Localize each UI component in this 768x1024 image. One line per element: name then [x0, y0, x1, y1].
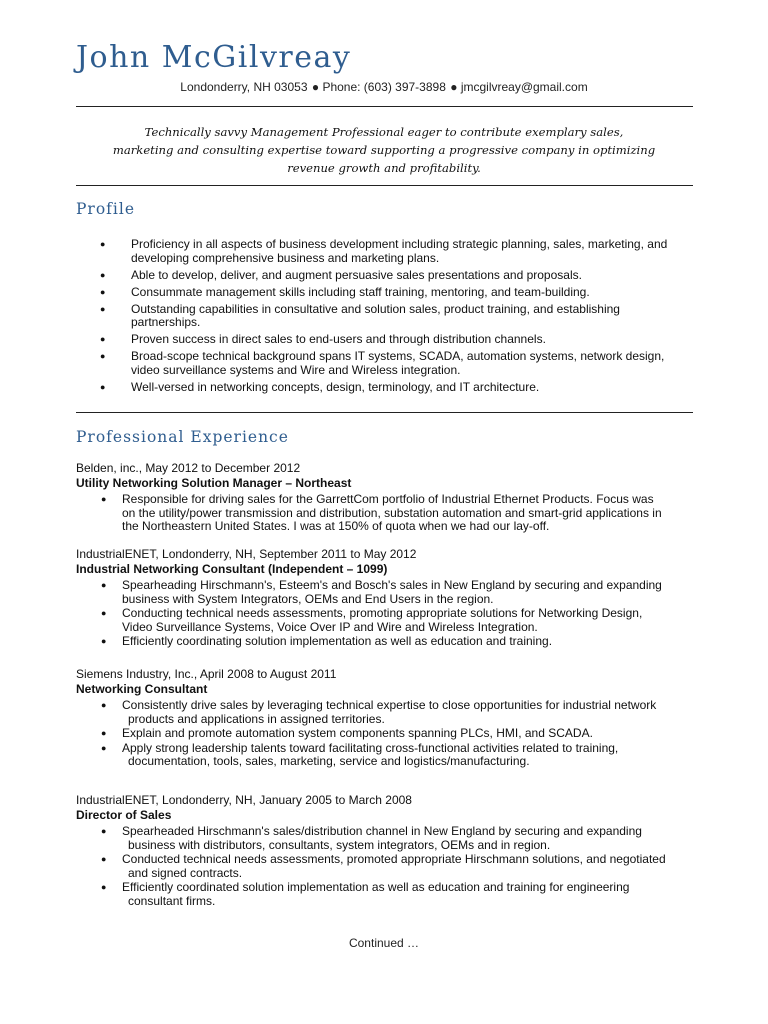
profile-heading: Profile: [76, 200, 135, 218]
list-item: [100, 286, 700, 300]
list-item: [76, 579, 696, 606]
summary-line: marketing and consulting expertise toward supporting a progressive company in optimizing: [112, 143, 656, 157]
bullet-icon: ●: [100, 286, 106, 297]
job-company-dates: Siemens Industry, Inc., April 2008 to August 2011: [76, 667, 337, 681]
bullet-icon: ●: [101, 742, 107, 753]
bullet-icon: ●: [100, 239, 106, 249]
contact-location: Londonderry, NH 03053: [180, 80, 308, 94]
job-title: Industrial Networking Consultant (Independent – 1099): [76, 562, 388, 576]
list-item-text: on the utility/power transmission and distribution, substation automation and smart-grid applications in: [122, 505, 662, 520]
contact-phone: Phone: (603) 397-3898: [322, 80, 446, 94]
bullet-icon: ●: [101, 700, 107, 710]
bullet-icon: ●: [101, 826, 107, 836]
list-item-text: Consummate management skills including staff training, mentoring, and team-building.: [131, 284, 590, 299]
list-item-text: Proven success in direct sales to end-users and through distribution channels.: [131, 332, 546, 346]
bullet-icon: ●: [100, 303, 106, 314]
job-company-dates: IndustrialENET, Londonderry, NH, January 2005 to March 2008: [76, 793, 412, 807]
divider: [76, 106, 693, 107]
bullet-icon: ●: [100, 381, 106, 392]
job-entry: [76, 547, 696, 650]
list-item: [76, 825, 696, 852]
job-entry: [76, 667, 696, 770]
divider: [76, 412, 693, 413]
list-item: [76, 881, 696, 908]
list-item-text: the Northeastern United States. I was at 150% of quota when we had our lay-off.: [122, 519, 550, 533]
list-item-text: documentation, tools, sales, marketing, service and logistics/manufacturing.: [128, 754, 530, 768]
divider: [76, 185, 693, 186]
summary-statement: [100, 123, 668, 177]
list-item-text: Able to develop, deliver, and augment persuasive sales presentations and proposals.: [131, 267, 582, 282]
list-item-text: consultant firms.: [128, 893, 216, 908]
list-item-text: Well-versed in networking concepts, design, terminology, and IT architecture.: [131, 379, 540, 394]
bullet-icon: ●: [101, 494, 107, 504]
list-item-text: video surveillance systems and Wire and Wireless integration.: [131, 362, 461, 377]
list-item-text: business with distributors, consultants, system integrators, OEMs and in region.: [128, 837, 551, 852]
list-item-text: Efficiently coordinating solution implementation as well as education and training.: [122, 634, 553, 648]
list-item: [100, 333, 700, 347]
list-item: [100, 381, 700, 395]
list-item-text: Efficiently coordinated solution implementation as well as education and training for engineering: [122, 880, 630, 894]
bullet-icon: ●: [101, 728, 107, 738]
list-item-text: Consistently drive sales by leveraging technical expertise to close opportunities for industrial network: [122, 698, 657, 712]
bullet-icon: ●: [101, 882, 107, 892]
summary-line: revenue growth and profitability.: [287, 161, 481, 175]
list-item-text: Conducting technical needs assessments, promoting appropriate solutions for Networking Design,: [122, 606, 643, 620]
list-item-text: business with System Integrators, OEMs and End Users in the region.: [122, 591, 494, 606]
job-company-dates: IndustrialENET, Londonderry, NH, September 2011 to May 2012: [76, 547, 417, 561]
list-item: [100, 269, 700, 283]
list-item-text: Explain and promote automation system components spanning PLCs, HMI, and SCADA.: [122, 726, 593, 740]
list-item: [76, 493, 696, 534]
job-title: Utility Networking Solution Manager – Northeast: [76, 476, 352, 490]
list-item: [76, 853, 696, 880]
list-item-text: Spearheading Hirschmann's, Esteem's and Bosch's sales in New England by securing and expanding: [122, 578, 662, 592]
list-item: [76, 742, 696, 769]
list-item-text: Spearheaded Hirschmann's sales/distribution channel in New England by securing and expanding: [122, 824, 642, 838]
summary-line: Technically savvy Management Professional eager to contribute exemplary sales,: [144, 125, 624, 139]
list-item-text: Conducted technical needs assessments, promoted appropriate Hirschmann solutions, and negotiated: [122, 852, 666, 866]
bullet-icon: ●: [100, 269, 106, 280]
list-item: [76, 699, 696, 726]
list-item-text: products and applications in assigned territories.: [128, 711, 385, 726]
list-item: [76, 727, 696, 741]
list-item-text: Proficiency in all aspects of business development including strategic planning, sales, marketing, and: [131, 237, 668, 251]
list-item-text: Video Surveillance Systems, Voice Over IP and Wire and Wireless Integration.: [122, 619, 538, 634]
job-entry: [76, 461, 696, 535]
bullet-icon: ●: [101, 854, 107, 864]
profile-list: [100, 238, 700, 398]
job-title: Networking Consultant: [76, 682, 208, 696]
bullet-icon: ●: [101, 580, 107, 590]
contact-email: jmcgilvreay@gmail.com: [460, 80, 588, 94]
list-item: [100, 238, 700, 265]
list-item-text: and signed contracts.: [128, 865, 243, 880]
list-item-text: Responsible for driving sales for the GarrettCom portfolio of Industrial Ethernet Products. Focus was: [122, 492, 654, 506]
list-item-text: partnerships.: [131, 315, 201, 329]
list-item-text: developing comprehensive business and marketing plans.: [131, 250, 440, 265]
job-bullets: [76, 579, 696, 649]
list-item-text: Outstanding capabilities in consultative and solution sales, product training, and establishing: [131, 301, 620, 316]
contact-separator: ●: [311, 80, 320, 94]
list-item: [100, 303, 700, 330]
list-item: [76, 635, 696, 649]
candidate-name: John McGilvreay: [76, 40, 352, 75]
bullet-icon: ●: [101, 636, 107, 646]
job-title: Director of Sales: [76, 808, 172, 822]
list-item: [76, 607, 696, 634]
job-bullets: [76, 493, 696, 534]
job-entry: [76, 793, 696, 909]
bullet-icon: ●: [101, 608, 107, 618]
job-bullets: [76, 699, 696, 769]
list-item-text: Apply strong leadership talents toward facilitating cross-functional activities related to training,: [122, 740, 619, 755]
continued-note: Continued …: [348, 936, 420, 950]
contact-line: [0, 80, 768, 94]
contact-separator: ●: [450, 80, 458, 94]
bullet-icon: ●: [100, 351, 106, 361]
job-company-dates: Belden, inc., May 2012 to December 2012: [76, 461, 301, 475]
bullet-icon: ●: [100, 334, 106, 344]
job-bullets: [76, 825, 696, 908]
list-item: [100, 350, 700, 377]
experience-heading: Professional Experience: [76, 428, 289, 446]
list-item-text: Broad-scope technical background spans IT systems, SCADA, automation systems, network design,: [131, 349, 665, 363]
